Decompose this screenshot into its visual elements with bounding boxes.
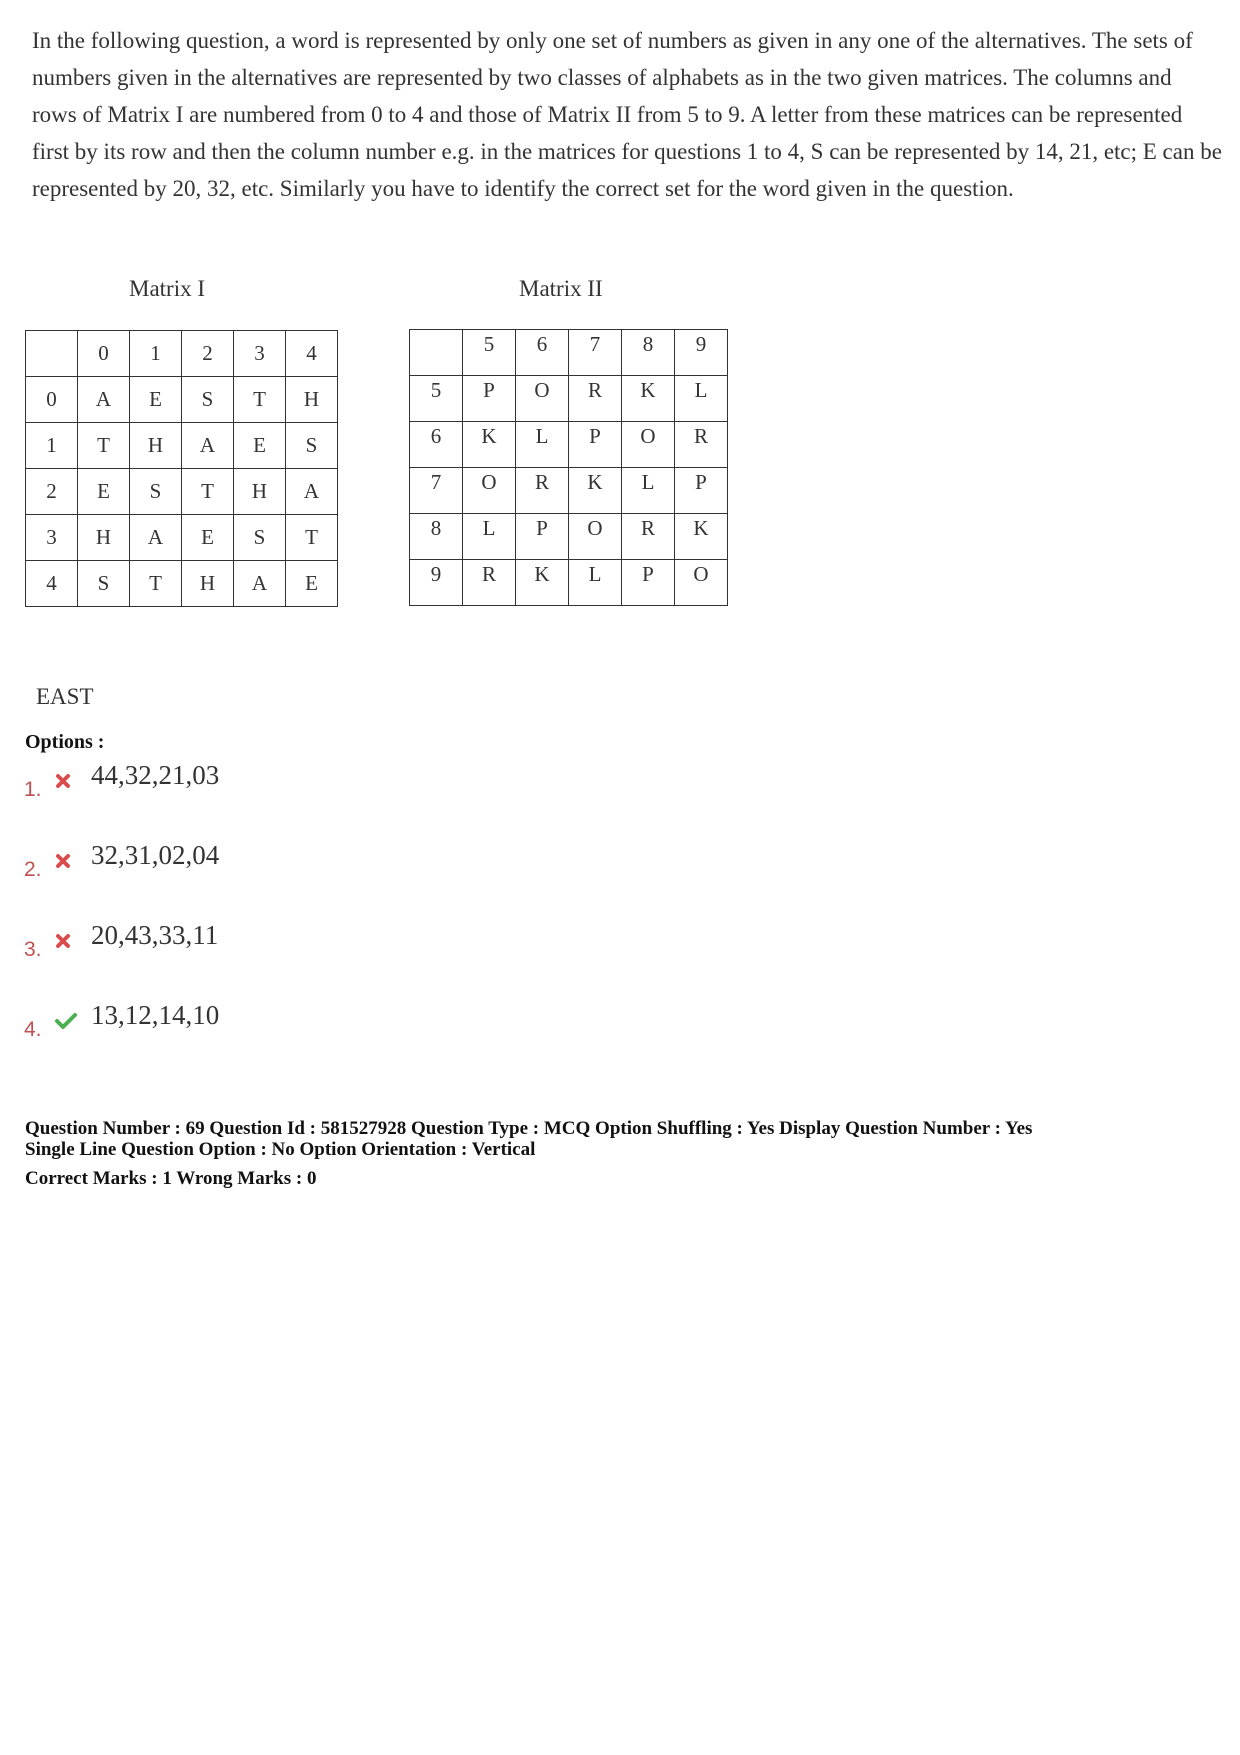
matrix-2-row-label: 8 <box>410 514 463 560</box>
option-number: 1. <box>24 778 42 801</box>
option-1 <box>24 760 424 810</box>
option-number: 2. <box>24 858 42 881</box>
matrix-1-table <box>25 330 338 607</box>
options-label: Options : <box>25 731 105 753</box>
matrix-1-cell: H <box>286 377 338 423</box>
matrix-1-row-label: 0 <box>26 377 78 423</box>
matrix-1-title: Matrix I <box>129 276 206 301</box>
matrix-1-col-header: 4 <box>286 331 338 377</box>
matrix-2-cell: K <box>675 514 728 560</box>
matrix-2-cell: R <box>463 560 516 606</box>
matrix-2-col-header: 5 <box>463 330 516 376</box>
matrix-2-cell: O <box>516 376 569 422</box>
matrix-2-corner <box>410 330 463 376</box>
question-meta-line-1: Question Number : 69 Question Id : 581527928 Question Type : MCQ Option Shuffling : Yes Display Question Number : Yes <box>25 1118 1033 1139</box>
matrix-1-cell: S <box>78 561 130 607</box>
matrix-1-cell: S <box>234 515 286 561</box>
matrix-2-row-label: 6 <box>410 422 463 468</box>
option-text: 44,32,21,03 <box>91 760 220 790</box>
matrix-1-cell: E <box>130 377 182 423</box>
matrix-1-cell: T <box>234 377 286 423</box>
matrix-2-col-header: 8 <box>622 330 675 376</box>
matrix-2-row <box>410 376 728 422</box>
matrix-2-row-label: 9 <box>410 560 463 606</box>
option-text: 32,31,02,04 <box>91 840 220 870</box>
matrix-1-cell: A <box>182 423 234 469</box>
matrix-2-cell: P <box>622 560 675 606</box>
matrix-1-row-label: 2 <box>26 469 78 515</box>
matrix-1-cell: E <box>182 515 234 561</box>
matrix-2-cell: O <box>569 514 622 560</box>
matrix-2-cell: R <box>569 376 622 422</box>
matrix-2-cell: P <box>516 514 569 560</box>
matrix-2-cell: R <box>516 468 569 514</box>
matrix-1-col-header: 1 <box>130 331 182 377</box>
option-text: 13,12,14,10 <box>91 1000 220 1030</box>
matrix-2-row <box>410 468 728 514</box>
matrix-2-cell: K <box>569 468 622 514</box>
option-4 <box>24 1000 424 1050</box>
matrix-2-cell: P <box>675 468 728 514</box>
matrix-2-row <box>410 422 728 468</box>
matrix-1-cell: A <box>78 377 130 423</box>
matrix-2-row <box>410 514 728 560</box>
question-marks: Correct Marks : 1 Wrong Marks : 0 <box>25 1168 317 1189</box>
matrix-1-cell: E <box>286 561 338 607</box>
matrix-2-header-row <box>410 330 728 376</box>
option-text: 20,43,33,11 <box>91 920 219 950</box>
matrix-2-row <box>410 560 728 606</box>
matrix-1-header-row <box>26 331 338 377</box>
wrong-x-icon <box>54 932 72 950</box>
matrix-1-cell: E <box>234 423 286 469</box>
matrix-1-row-label: 1 <box>26 423 78 469</box>
matrix-2-table <box>409 329 728 606</box>
matrix-2-cell: L <box>675 376 728 422</box>
matrix-1-cell: H <box>78 515 130 561</box>
matrix-2-cell: O <box>463 468 516 514</box>
question-word: EAST <box>36 684 94 709</box>
matrix-2-cell: P <box>463 376 516 422</box>
matrix-1-col-header: 3 <box>234 331 286 377</box>
matrix-1-cell: H <box>130 423 182 469</box>
option-2 <box>24 840 424 890</box>
matrix-2-cell: R <box>675 422 728 468</box>
matrix-1-cell: S <box>182 377 234 423</box>
matrix-1-cell: A <box>286 469 338 515</box>
matrix-2-cell: L <box>516 422 569 468</box>
matrix-2-col-header: 6 <box>516 330 569 376</box>
question-meta-line-2: Single Line Question Option : No Option Orientation : Vertical <box>25 1139 536 1160</box>
matrix-2-row-label: 7 <box>410 468 463 514</box>
matrix-1-cell: A <box>130 515 182 561</box>
option-number: 3. <box>24 938 42 961</box>
wrong-x-icon <box>54 772 72 790</box>
matrix-1-cell: E <box>78 469 130 515</box>
matrix-1-cell: H <box>182 561 234 607</box>
matrix-1-cell: T <box>78 423 130 469</box>
matrix-1-row <box>26 377 338 423</box>
matrix-1-cell: H <box>234 469 286 515</box>
matrix-2-cell: K <box>463 422 516 468</box>
matrix-1-row <box>26 469 338 515</box>
matrix-2-cell: L <box>622 468 675 514</box>
matrix-1-row-label: 3 <box>26 515 78 561</box>
matrix-1-row <box>26 561 338 607</box>
question-instructions: In the following question, a word is represented by only one set of numbers as given in any one of the alternatives. The sets of numbers given in the alternatives are represented by two classes of alphabets as in the two given matrices. The columns and rows of Matrix I are numbered from 0 to 4 and those of Matrix II from 5 to 9. A letter from these matrices can be represented first by its row and then the column number e.g. in the matrices for questions 1 to 4, S can be represented by 14, 21, etc; E can be represented by 20, 32, etc. Similarly you have to identify the correct set for the word given in the question. <box>32 28 1222 201</box>
matrix-1-cell: S <box>286 423 338 469</box>
matrix-1-col-header: 2 <box>182 331 234 377</box>
option-3 <box>24 920 424 970</box>
matrix-1-cell: S <box>130 469 182 515</box>
matrix-2-cell: L <box>463 514 516 560</box>
matrix-2-cell: K <box>622 376 675 422</box>
option-number: 4. <box>24 1018 42 1041</box>
matrix-1-cell: T <box>286 515 338 561</box>
matrix-2-cell: R <box>622 514 675 560</box>
matrix-2-cell: K <box>516 560 569 606</box>
wrong-x-icon <box>54 852 72 870</box>
matrix-2-col-header: 9 <box>675 330 728 376</box>
matrix-1-row <box>26 515 338 561</box>
matrix-1-cell: T <box>130 561 182 607</box>
matrix-2-col-header: 7 <box>569 330 622 376</box>
matrix-2-cell: L <box>569 560 622 606</box>
matrix-2-row-label: 5 <box>410 376 463 422</box>
matrix-2-cell: O <box>622 422 675 468</box>
matrix-2-cell: P <box>569 422 622 468</box>
matrix-1-cell: T <box>182 469 234 515</box>
matrix-1-cell: A <box>234 561 286 607</box>
matrix-1-col-header: 0 <box>78 331 130 377</box>
matrix-1-corner <box>26 331 78 377</box>
matrix-1-row <box>26 423 338 469</box>
matrix-1-row-label: 4 <box>26 561 78 607</box>
correct-check-icon <box>54 1012 78 1030</box>
matrix-2-cell: O <box>675 560 728 606</box>
matrix-2-title: Matrix II <box>519 276 603 301</box>
